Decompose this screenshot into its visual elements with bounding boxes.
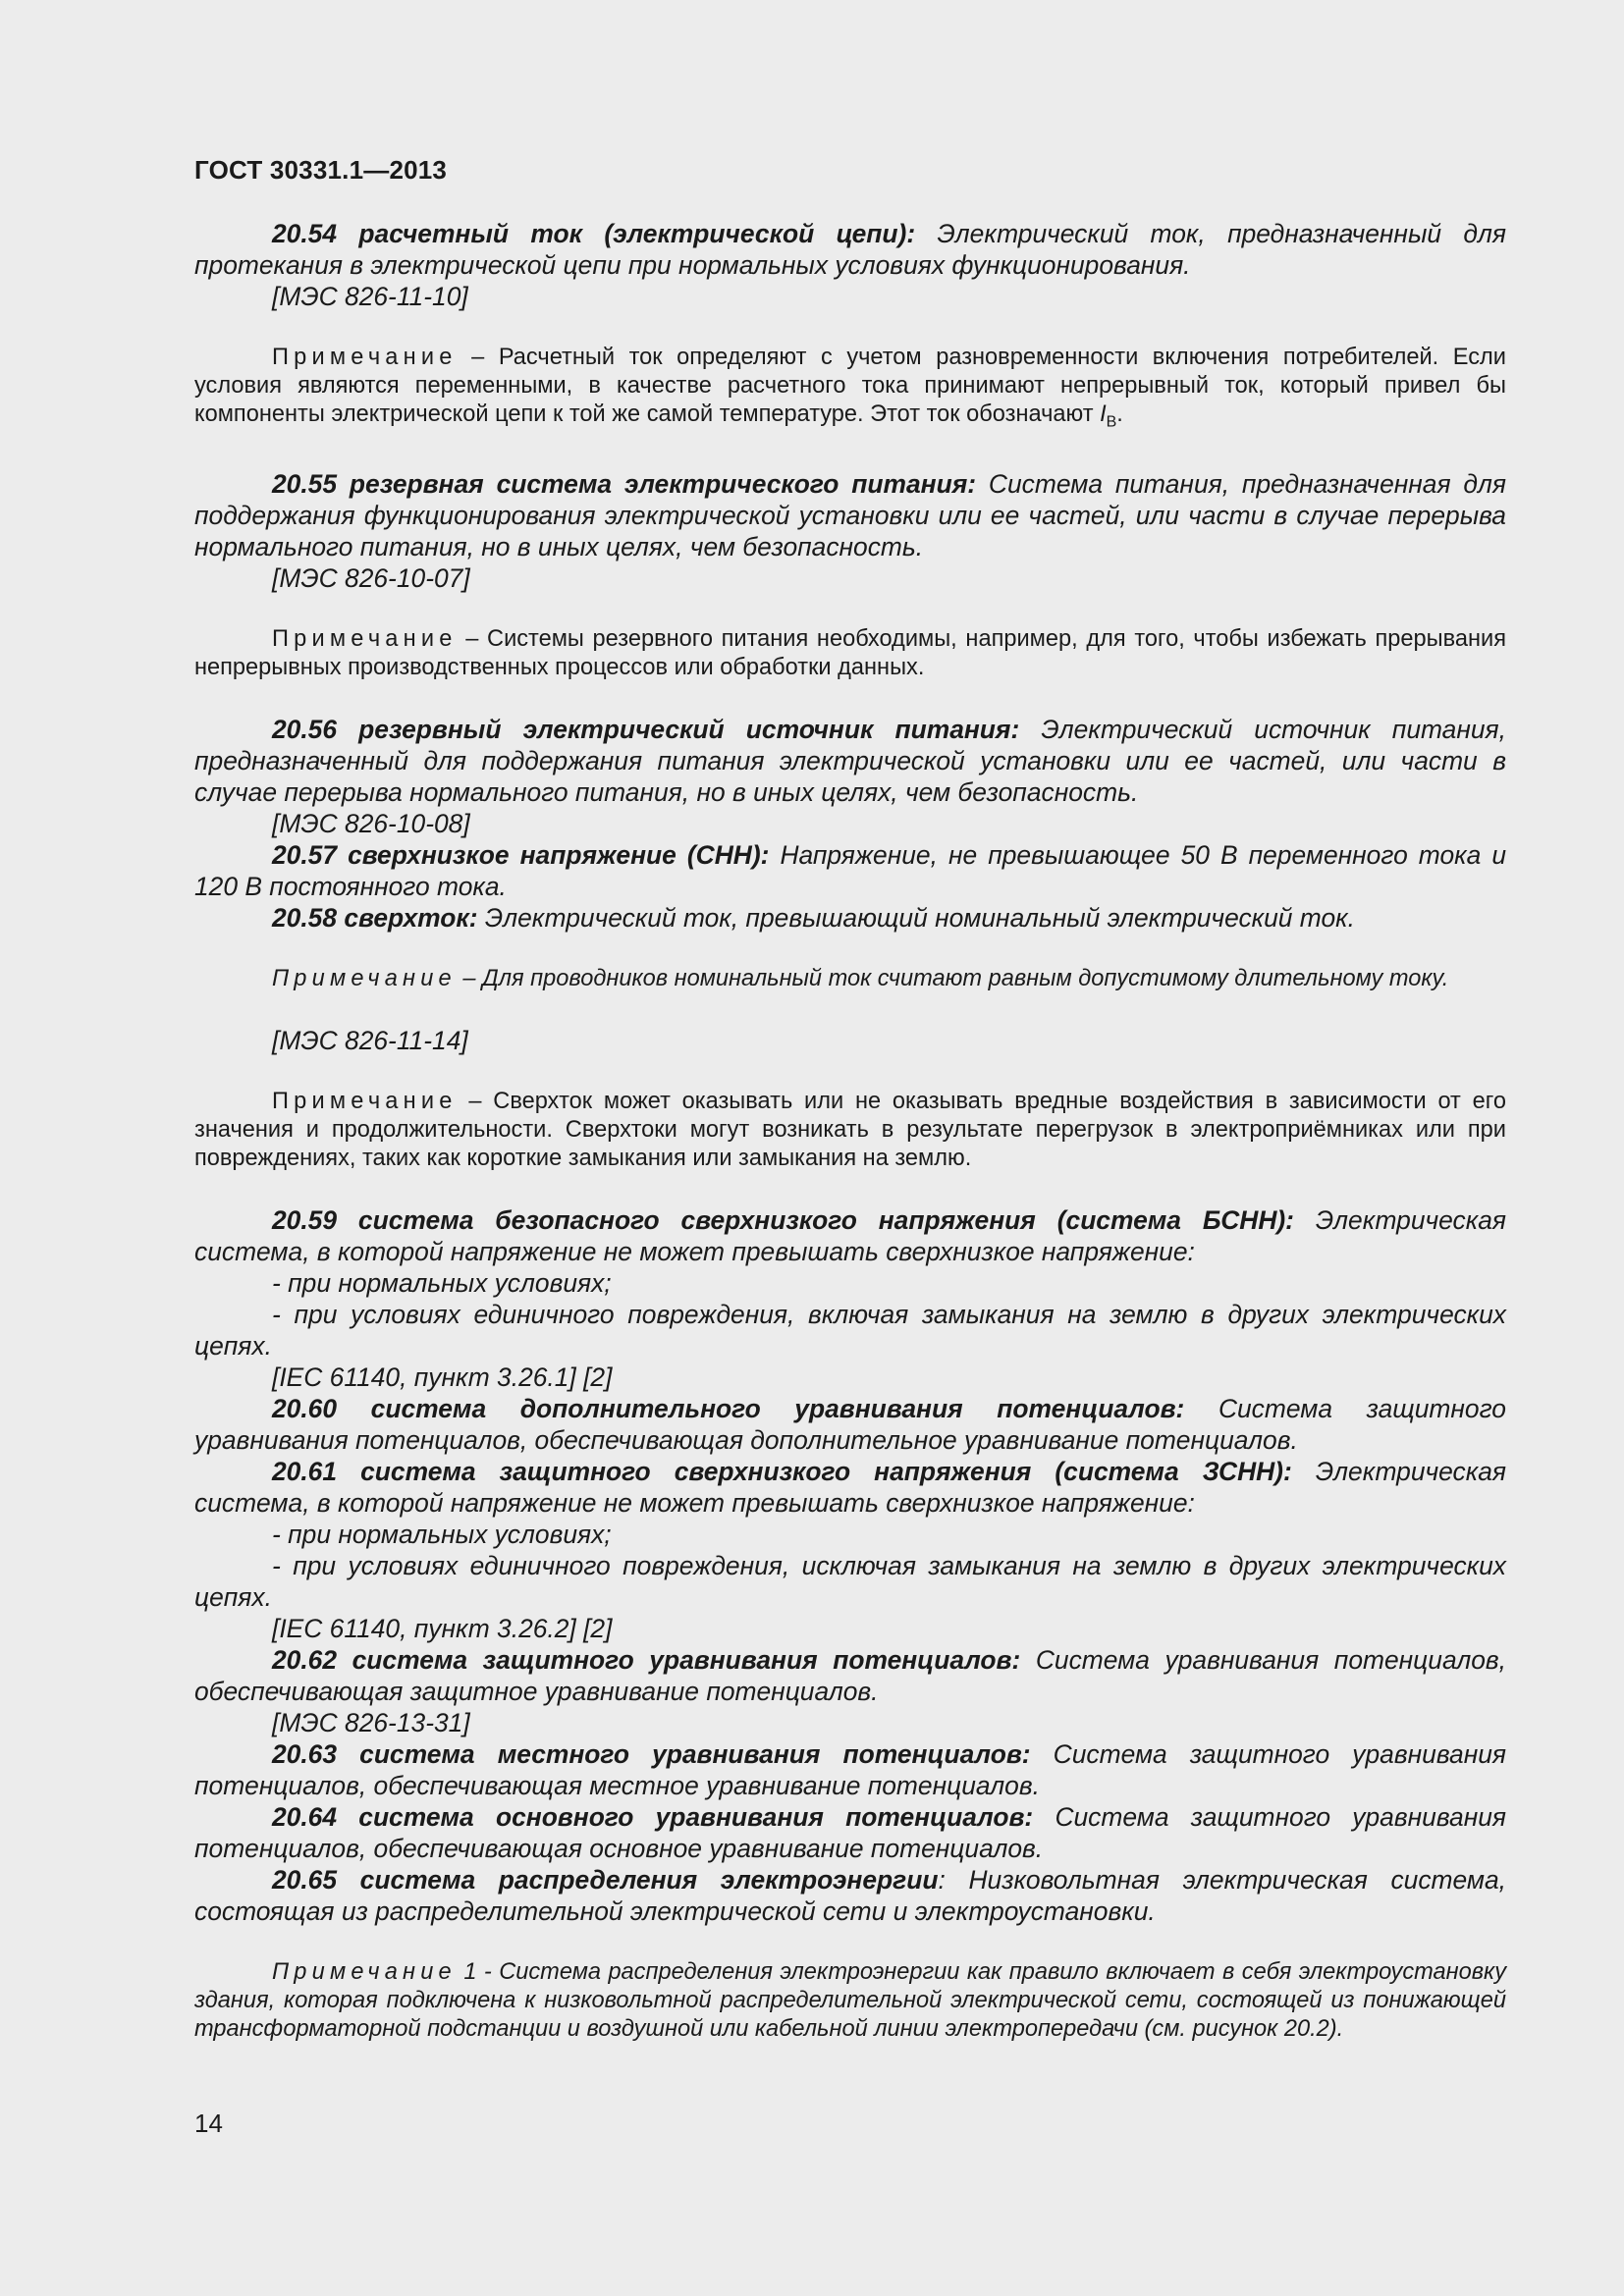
standard-header: ГОСТ 30331.1—2013	[194, 155, 448, 185]
term-definition: Система защитного уравнивания потенциалов, обеспечивающая местное уравнивание потенциалов.	[194, 1738, 1506, 1800]
term-definition: Электрическая система, в которой напряжение не может превышать сверхнизкое напряжение:	[194, 1204, 1506, 1266]
term-reference: [МЭС 826-11-10]	[272, 282, 468, 311]
term-definition: Система питания, предназначенная для поддержания функционирования электрической установки или ее частей, или части в случае перерыва нормального питания, но в иных целях, чем безопасность.	[194, 468, 1506, 561]
term-definition: Система уравнивания потенциалов, обеспечивающая защитное уравнивание потенциалов.	[194, 1644, 1506, 1706]
term-definition: Система защитного уравнивания потенциалов, обеспечивающая дополнительное уравнивание потенциалов.	[194, 1393, 1506, 1455]
term-definition: Система защитного уравнивания потенциалов, обеспечивающая основное уравнивание потенциалов.	[194, 1801, 1507, 1863]
note-20-55	[194, 625, 1506, 682]
note-text: – Сверхток может оказывать или не оказывать вредные воздействия в зависимости от его значения и продолжительности. Сверхтоки могут возникать в результате перегрузок в электроприёмниках или при повреждениях, таких как короткие замыкания или замыкания на землю.	[194, 1088, 1506, 1171]
term-title: 20.63 система местного уравнивания потенциалов:	[272, 1738, 1031, 1769]
note-label: Примечание	[272, 625, 458, 652]
note-text-end: .	[1116, 401, 1123, 427]
term-reference: [МЭС 826-13-31]	[272, 1707, 470, 1737]
list-item: - при условиях единичного повреждения, исключая замыкания на землю в других электрических цепях.	[194, 1550, 1506, 1612]
term-20-55	[194, 468, 1506, 562]
page-content	[194, 155, 1506, 2044]
note-label: Примечание	[272, 1088, 458, 1114]
term-title: 20.65 система распределения электроэнергии	[272, 1864, 939, 1895]
term-title: 20.55 резервная система электрического питания:	[272, 468, 977, 499]
term-title: 20.58 сверхток:	[272, 902, 478, 933]
term-20-58	[194, 902, 1506, 934]
term-20-54	[194, 218, 1506, 281]
term-20-61	[194, 1456, 1506, 1519]
term-reference: [IEC 61140, пункт 3.26.2] [2]	[272, 1613, 613, 1643]
term-title: 20.56 резервный электрический источник питания:	[272, 714, 1020, 744]
term-20-65	[194, 1864, 1506, 1927]
note-label: Примечание	[272, 345, 458, 370]
term-definition: Напряжение, не превышающее 50 В переменного тока и 120 В постоянного тока.	[194, 839, 1506, 901]
list-item: - при условиях единичного повреждения, включая замыкания на землю в других электрических цепях.	[194, 1299, 1506, 1361]
page-number: 14	[194, 2109, 223, 2138]
note-text: – Системы резервного питания необходимы, например, для того, чтобы избежать прерывания непрерывных производственных процессов или обработки данных.	[194, 625, 1506, 680]
note-text: – Для проводников номинальный ток считают равным допустимому длительному току.	[456, 965, 1449, 991]
note-label: Примечание	[272, 1958, 457, 1985]
list-item: - при нормальных условиях;	[272, 1267, 612, 1298]
term-reference: [МЭС 826-11-14]	[272, 1025, 468, 1055]
note-20-65	[194, 1958, 1506, 2044]
term-20-63	[194, 1738, 1506, 1801]
term-20-60	[194, 1393, 1506, 1456]
note-20-58-b	[194, 1088, 1506, 1173]
term-definition: Электрическая система, в которой напряжение не может превышать сверхнизкое напряжение:	[194, 1456, 1506, 1518]
note-subscript: B	[1106, 413, 1117, 431]
note-text: – Расчетный ток определяют с учетом разновременности включения потребителей. Если условия являются переменными, в качестве расчетного тока принимают непрерывный ток, который привел бы компоненты электрической цепи к той же самой температуре. Этот ток обозначают	[194, 345, 1506, 427]
term-20-59	[194, 1204, 1506, 1267]
term-20-64	[194, 1801, 1506, 1864]
term-20-56	[194, 714, 1506, 808]
term-reference: [IEC 61140, пункт 3.26.1] [2]	[272, 1362, 613, 1392]
term-definition: Электрический ток, превышающий номинальный электрический ток.	[477, 902, 1355, 933]
term-title: 20.61 система защитного сверхнизкого напряжения (система ЗСНН):	[272, 1456, 1292, 1486]
term-title: 20.57 сверхнизкое напряжение (СНН):	[272, 839, 770, 870]
note-label: Примечание	[272, 965, 457, 991]
term-reference: [МЭС 826-10-08]	[272, 808, 470, 838]
term-definition: Электрический ток, предназначенный для протекания в электрической цепи при нормальных условиях функционирования.	[194, 219, 1506, 280]
term-title: 20.62 система защитного уравнивания потенциалов:	[272, 1644, 1021, 1675]
note-text: 1 - Система распределения электроэнергии как правило включает в себя электроустановку здания, которая подключена к низковольтной распределительной электрической сети, состоящей из понижающей трансформаторной подстанции и воздушной или кабельной линии электропередачи (см. рисунок 20.2).	[194, 1958, 1506, 2042]
term-20-57	[194, 839, 1506, 902]
term-definition: Электрический источник питания, предназначенный для поддержания питания электрической установки или ее частей, или части в случае перерыва нормального питания, но в иных целях, чем безопасность.	[194, 714, 1506, 807]
term-title: 20.54 расчетный ток (электрической цепи):	[272, 219, 916, 248]
note-20-58-a	[194, 965, 1506, 993]
term-title: 20.60 система дополнительного уравнивания потенциалов:	[272, 1393, 1185, 1423]
term-title: 20.59 система безопасного сверхнизкого напряжения (система БСНН):	[272, 1204, 1294, 1235]
list-item: - при нормальных условиях;	[272, 1519, 612, 1549]
term-definition: : Низковольтная электрическая система, состоящая из распределительной электрической сети и электроустановки.	[194, 1864, 1506, 1926]
term-20-62	[194, 1644, 1506, 1707]
term-reference: [МЭС 826-10-07]	[272, 562, 470, 593]
note-symbol: I	[1100, 401, 1107, 427]
term-title: 20.64 система основного уравнивания потенциалов:	[272, 1801, 1034, 1832]
note-20-54	[194, 344, 1506, 437]
